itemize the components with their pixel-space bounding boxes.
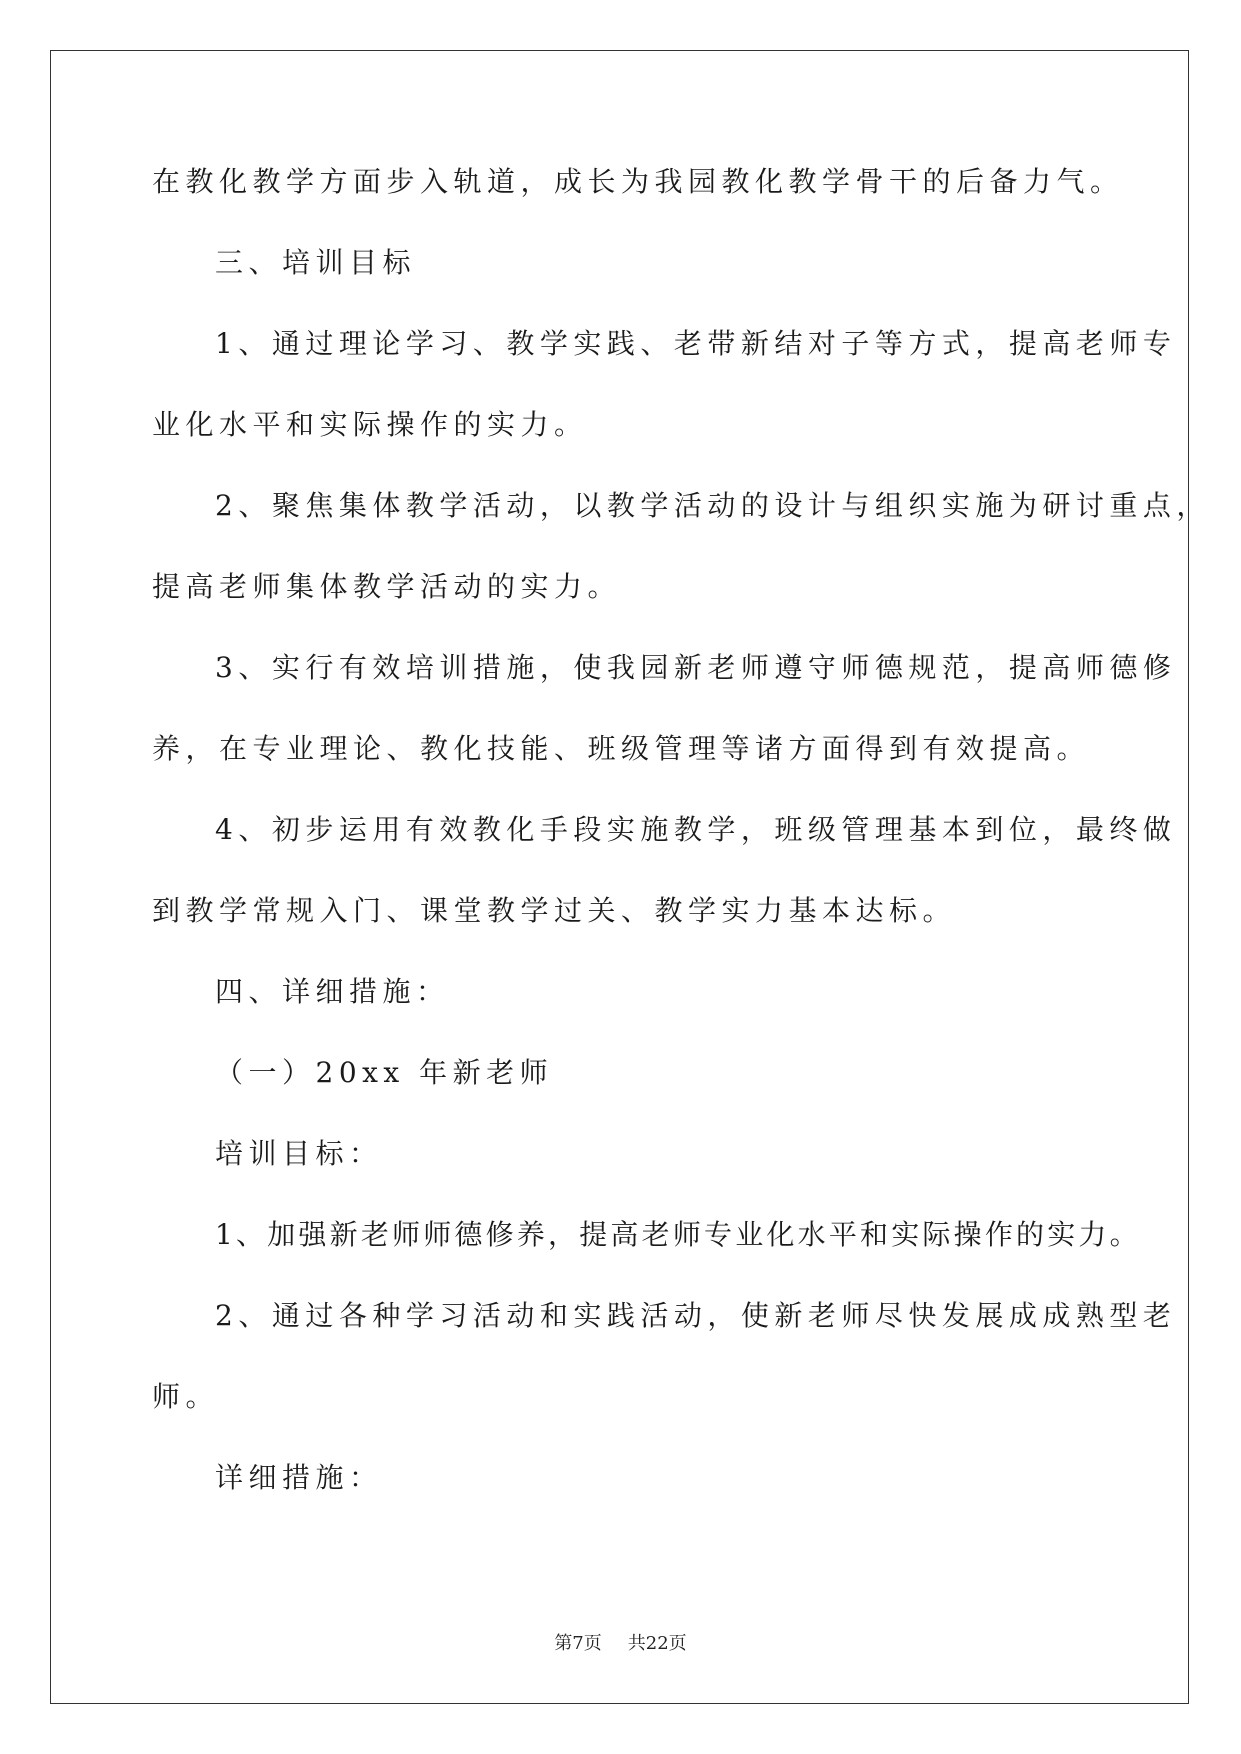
text-line: 养，在专业理论、教化技能、班级管理等诸方面得到有效提高。 [152,732,1091,765]
page-border [50,50,1189,1704]
text-line: 4、初步运用有效教化手段实施教学，班级管理基本到位，最终做 [215,813,1177,846]
text-line: 1、加强新老师师德修养，提高老师专业化水平和实际操作的实力。 [215,1218,1141,1251]
text-line: 到教学常规入门、课堂教学过关、教学实力基本达标。 [152,894,957,927]
page-number: 第7页 [554,1633,602,1654]
section-heading: 四、详细措施： [215,975,450,1008]
subsection-heading: （一）20xx 年新老师 [215,1056,554,1089]
page-footer [0,1632,1241,1656]
text-line: 3、实行有效培训措施，使我园新老师遵守师德规范，提高师德修 [215,651,1177,684]
text-line: 提高老师集体教学活动的实力。 [152,570,622,603]
text-line: 2、聚焦集体教学活动，以教学活动的设计与组织实施为研讨重点， [215,489,1210,522]
text-line: 在教化教学方面步入轨道，成长为我园教化教学骨干的后备力气。 [152,165,1124,198]
page-total: 共22页 [627,1633,687,1654]
text-line: 详细措施： [215,1461,383,1494]
text-line: 培训目标： [215,1137,383,1170]
text-line: 业化水平和实际操作的实力。 [152,408,588,441]
text-line: 2、通过各种学习活动和实践活动，使新老师尽快发展成成熟型老 [215,1299,1177,1332]
text-line: 1、通过理论学习、教学实践、老带新结对子等方式，提高老师专 [215,327,1177,360]
text-line: 师。 [152,1380,220,1413]
section-heading: 三、培训目标 [215,246,417,279]
